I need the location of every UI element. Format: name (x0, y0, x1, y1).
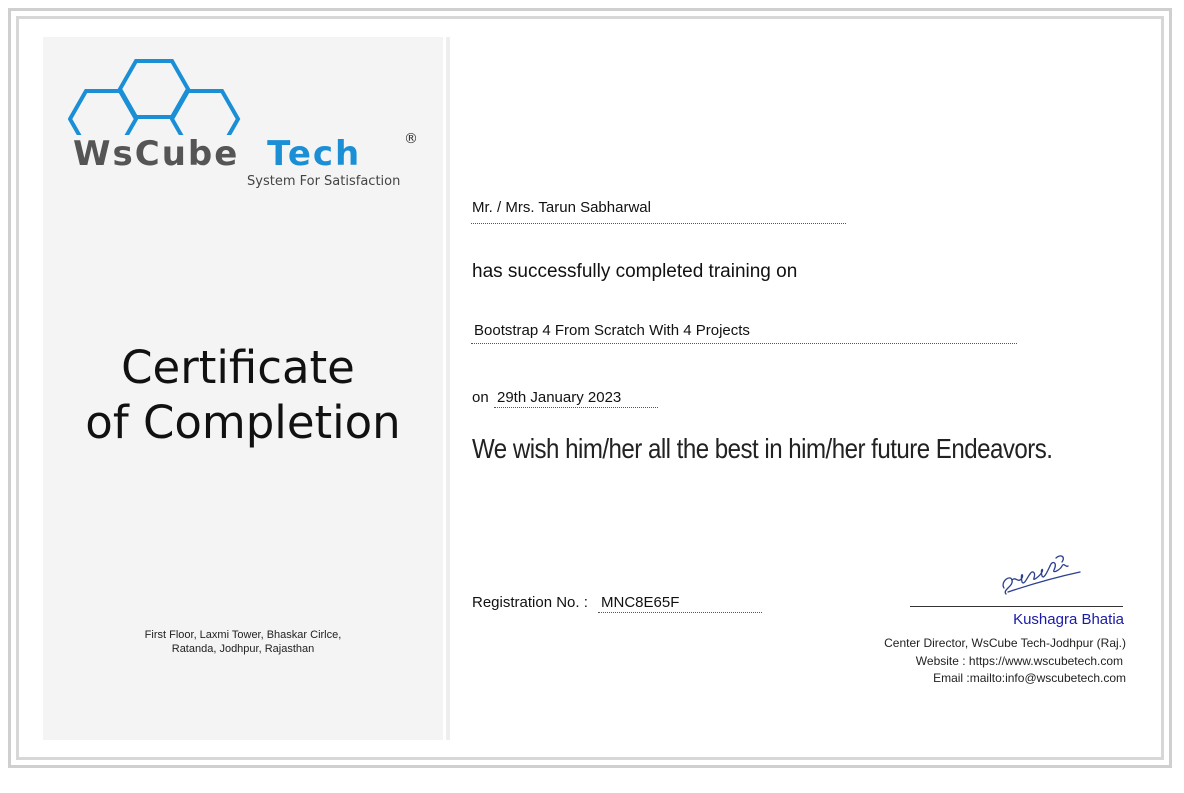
certificate-title-line2: of Completion (85, 396, 401, 449)
recipient-name: Mr. / Mrs. Tarun Sabharwal (472, 199, 651, 216)
date-underline (494, 407, 658, 408)
completion-statement: has successfully completed training on (472, 261, 798, 282)
date-label: on (472, 389, 489, 406)
registration-underline (598, 612, 762, 613)
hexagon-logo-icon (68, 57, 423, 192)
certificate-title-line1: Certificate (121, 341, 355, 394)
svg-text:WsCube Tech (73, 134, 361, 174)
signatory-website: Website : https://www.wscubetech.com (915, 654, 1123, 668)
course-underline (471, 343, 1017, 344)
address-line2: Ratanda, Jodhpur, Rajasthan (171, 643, 315, 655)
brand-name-part2: Tech (267, 134, 362, 174)
registration-number: MNC8E65F (601, 594, 680, 611)
left-panel (43, 37, 443, 740)
signature-image (996, 548, 1086, 596)
signature-line (910, 606, 1123, 607)
registration-label: Registration No. : (472, 594, 588, 611)
signatory-name: Kushagra Bhatia (1013, 611, 1124, 628)
recipient-name-underline (471, 223, 846, 224)
registered-mark: ® (404, 131, 418, 147)
signature-icon (996, 548, 1086, 596)
course-name: Bootstrap 4 From Scratch With 4 Projects (474, 322, 750, 339)
panel-divider (446, 37, 450, 740)
completion-date: 29th January 2023 (497, 389, 622, 406)
signatory-title: Center Director, WsCube Tech-Jodhpur (Raj.) (884, 636, 1126, 650)
wscube-tech-logo (68, 57, 423, 192)
brand-name-part1: WsCube (73, 134, 240, 174)
brand-tagline: System For Satisfaction (247, 174, 401, 189)
signatory-email: Email :mailto:info@wscubetech.com (933, 671, 1126, 685)
address-line1: First Floor, Laxmi Tower, Bhaskar Cirlce, (144, 629, 342, 641)
best-wishes-message: We wish him/her all the best in him/her future Endeavors. (472, 433, 1053, 464)
address-block (43, 628, 443, 656)
